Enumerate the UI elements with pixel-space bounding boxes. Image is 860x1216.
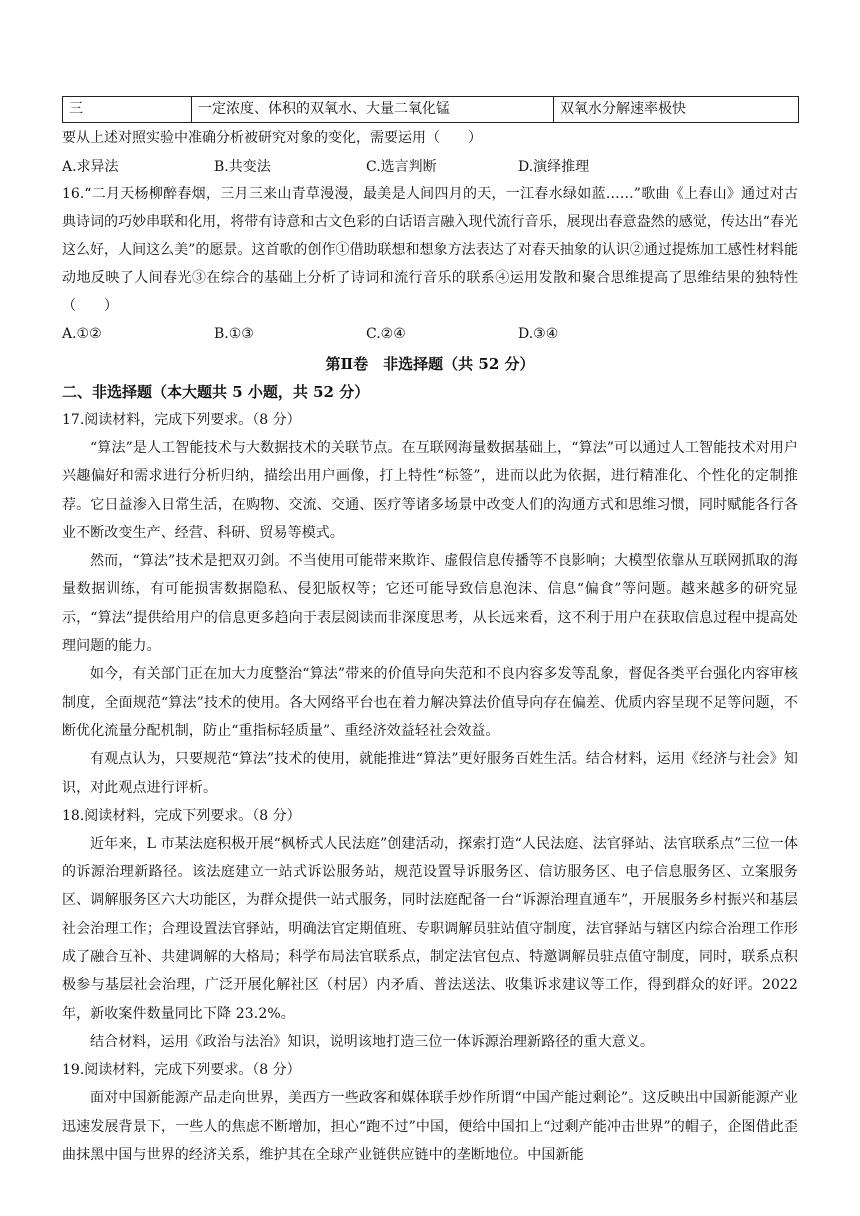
q18-paragraph-1: 近年来，L 市某法庭积极开展“枫桥式人民法庭”创建活动，探索打造“人民法庭、法官驿站、法官联系点”三位一体的诉源治理新路径。该法庭建立一站式诉讼服务站，规范设置导诉服务区、信访服务区、电子信息服务区、立案服务区、调解服务区六大功能区，为群众提供一站式服务，同时法庭配备一台“诉源治理直通车”，开展服务乡村振兴和基层社会治理工作；合理设置法官驿站，明确法官定期值班、专职调解员驻站值守制度，法官驿站与辖区内综合治理工作形成了融合互补、共建调解的大格局；科学布局法官联系点，制定法官包点、特邀调解员驻点值守制度，同时，联系点积极参与基层社会治理，广泛开展化解社区（村居）内矛盾、普法送法、收集诉求建议等工作，得到群众的好评。2022 年，新收案件数量同比下降 23.2%。 bbox=[62, 835, 798, 1022]
q15-option-a: A.求异法 bbox=[62, 159, 119, 175]
q18-heading: 18.阅读材料，完成下列要求。（8 分） bbox=[62, 807, 301, 824]
part-2-title: 二、非选择题（本大题共 5 小题，共 52 分） bbox=[62, 383, 370, 401]
q19-paragraph-1: 面对中国新能源产品走向世界，美西方一些政客和媒体联手炒作所谓“中国产能过剩论”。这反映出中国新能源产业迅速发展背景下，一些人的焦虑不断增加，担心“跑不过”中国，便给中国扣上“过剩产能冲击世界”的帽子，企图借此歪曲抹黑中国与世界的经济关系，维护其在全球产业链供应链中的垄断地位。中国新能 bbox=[62, 1090, 798, 1163]
section-2-title: 第Ⅱ卷 非选择题（共 52 分） bbox=[325, 355, 535, 373]
table-cell-result: 双氧水分解速率极快 bbox=[554, 97, 799, 123]
q18-prompt: 结合材料，运用《政治与法治》知识，说明该地打造三位一体诉源治理新路径的重大意义。 bbox=[90, 1033, 654, 1050]
q16-option-b: B.①③ bbox=[214, 326, 254, 342]
q15-option-b: B.共变法 bbox=[214, 159, 271, 175]
exam-page bbox=[62, 96, 798, 1169]
q17-paragraph-2: 然而，“算法”技术是把双刃剑。不当使用可能带来欺诈、虚假信息传播等不良影响；大模型依靠从互联网抓取的海量数据训练，有可能损害数据隐私、侵犯版权等；它还可能导致信息泡沫、信息“偏食”等问题。越来越多的研究显示，“算法”提供给用户的信息更多趋向于表层阅读而非深度思考，从长远来看，这不利于用户在获取信息过程中提高处理问题的能力。 bbox=[62, 553, 798, 655]
q15-stem: 要从上述对照实验中准确分析被研究对象的变化，需要运用（ ） bbox=[62, 130, 482, 146]
q17-paragraph-1: “算法”是人工智能技术与大数据技术的关联节点。在互联网海量数据基础上，“算法”可以通过人工智能技术对用户兴趣偏好和需求进行分析归纳，描绘出用户画像，打上特性“标签”，进而以此为依据，进行精准化、个性化的定制推荐。它日益渗入日常生活，在购物、交流、交通、医疗等诸多场景中改变人们的沟通方式和思维习惯，同时赋能各行各业不断改变生产、经营、科研、贸易等模式。 bbox=[62, 440, 798, 541]
q17-prompt: 有观点认为，只要规范“算法”技术的使用，就能推进“算法”更好服务百姓生活。结合材料，运用《经济与社会》知识，对此观点进行评析。 bbox=[62, 751, 798, 796]
q16-options bbox=[62, 320, 798, 348]
table-cell-condition: 一定浓度、体积的双氧水、大量二氧化锰 bbox=[192, 97, 554, 123]
q17-paragraph-3: 如今，有关部门正在加大力度整治“算法”带来的价值导向失范和不良内容多发等乱象，督促各类平台强化内容审核制度，全面规范“算法”技术的使用。各大网络平台也在着力解决算法价值导向存在偏差、优质内容呈现不足等问题，不断优化流量分配机制，防止“重指标轻质量”、重经济效益轻社会效益。 bbox=[62, 666, 798, 739]
q16-stem: 16.“二月天杨柳醉春烟，三月三来山青草漫漫，最美是人间四月的天，一江春水绿如蓝……”歌曲《上春山》通过对古典诗词的巧妙串联和化用，将带有诗意和古文色彩的白话语言融入现代流行音乐，展现出春意盎然的感觉，传达出“春光这么好，人间这么美”的愿景。这首歌的创作①借助联想和想象方法表达了对春天抽象的认识②通过提炼加工感性材料能动地反映了人间春光③在综合的基础上分析了诗词和流行音乐的联系④运用发散和聚合思维提高了思维结果的独特性（ ） bbox=[62, 186, 798, 314]
q15-options bbox=[62, 152, 798, 180]
q15-option-d: D.演绎推理 bbox=[518, 159, 590, 175]
q15-option-c: C.选言判断 bbox=[366, 159, 437, 175]
table-row bbox=[63, 97, 799, 123]
q16-option-c: C.②④ bbox=[366, 326, 406, 342]
experiment-table bbox=[62, 96, 799, 123]
q16-option-a: A.①② bbox=[62, 326, 102, 342]
q17-heading: 17.阅读材料，完成下列要求。（8 分） bbox=[62, 412, 301, 428]
table-cell-group: 三 bbox=[63, 97, 192, 123]
q16-option-d: D.③④ bbox=[518, 326, 559, 342]
q19-heading: 19.阅读材料，完成下列要求。（8 分） bbox=[62, 1062, 301, 1079]
